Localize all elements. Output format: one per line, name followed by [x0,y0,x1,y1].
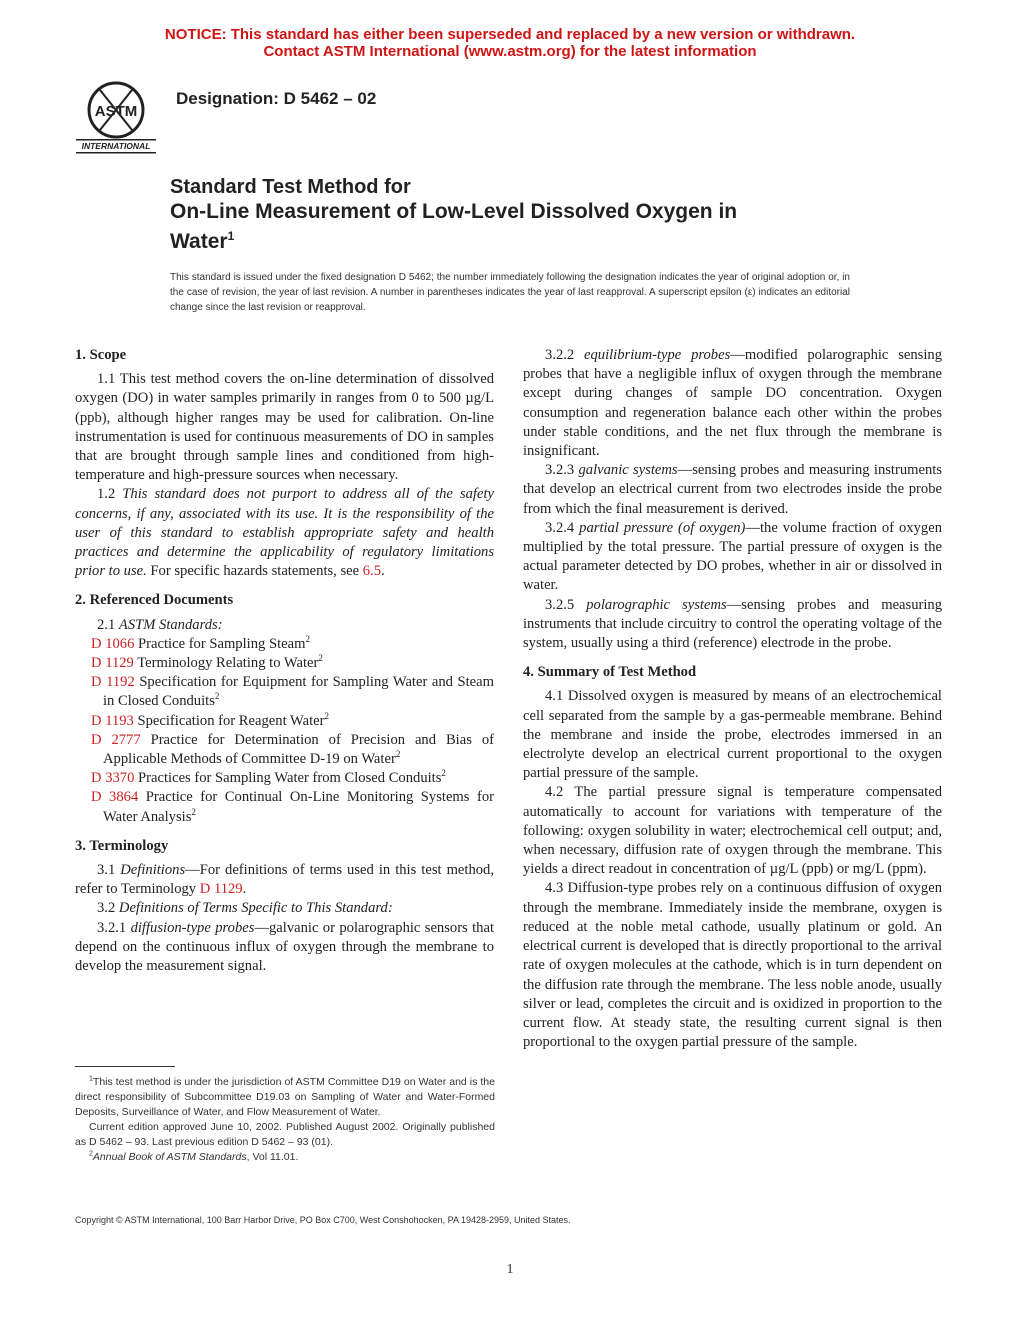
ref-title: Practice for Continual On-Line Monitoring Systems for Water Analysis [103,789,494,825]
footnote-mark: 1 [89,1075,93,1083]
ref-link-d3370[interactable]: D 3370 [91,770,135,787]
para-3-2-2 [523,346,942,461]
para-text: For specific hazards statements, see [150,563,360,580]
ref-item [75,769,494,788]
footnote-mark: 2 [89,1150,93,1158]
para-3-2 [75,899,494,918]
para-italic: Definitions [120,862,186,879]
footnote-italic: Annual Book of ASTM Standards [92,1151,247,1163]
definition: —sensing probes and measuring instruments that develop an electrical current from two electrodes inside the probe from which the final measurement is derived. [523,462,942,517]
designation: Designation: D 5462 – 02 [176,89,377,108]
right-column [523,346,942,1052]
ref-item [75,673,494,711]
term: partial pressure (of oxygen) [579,519,746,536]
ref-item [75,635,494,654]
ref-item [75,712,494,731]
para-number: 2.1 [97,616,116,633]
ref-footnote-mark: 2 [441,768,446,779]
para-3-2-4 [523,519,942,596]
ref-title: Practice for Sampling Steam [138,635,306,652]
left-column [75,346,494,976]
safety-caveat: This standard does not purport to address all of the safety concerns, if any, associated with its use. It is the responsibility of the user of this standard to establish appropriate safety and health practices and determine the applicability of regulatory limitations prior to use. [75,486,494,580]
para-italic: ASTM Standards: [118,616,223,633]
para-number: 3.2.3 [545,462,575,479]
title-line-3-text: Water [170,230,228,253]
para-number: 3.1 [97,862,116,879]
title-footnote-mark: 1 [227,229,235,243]
section-summary-heading: 4. Summary of Test Method [523,664,697,681]
page-number: 1 [506,1262,514,1277]
para-3-2-5 [523,596,942,654]
ref-link-d1193[interactable]: D 1193 [91,712,134,729]
ref-title: Practice for Determination of Precision and Bias of Applicable Methods of Committee D-19 on Water [103,731,494,768]
ref-title: Specification for Reagent Water [137,712,325,729]
ref-footnote-mark: 2 [318,653,323,664]
para-4-1: 4.1 Dissolved oxygen is measured by means of an electrochemical cell separated from the sample by a gas-permeable membrane. Behind the membrane and inside the probe, electrodes immersed in an electrolyte develop an electrical current proportional to the oxygen partial pressure of the sample. [523,688,942,782]
definition: —the volume fraction of oxygen multiplied by the total pressure. The partial pressure of oxygen is the actual parameter detected by DO probes, whether in air or dissolved in water. [523,519,942,594]
title-line-1: Standard Test Method for [170,176,411,198]
para-number: 1.2 [97,486,116,503]
ref-title: Specification for Equipment for Sampling Water and Steam in Closed Conduits [103,674,494,710]
term: diffusion-type probes [130,919,255,936]
section-scope-heading: 1. Scope [75,347,127,363]
term: polarographic systems [586,596,727,613]
logo-word: INTERNATIONAL [81,141,151,151]
para-text: —For definitions of terms used in this test method, refer to Terminology [75,862,494,898]
para-4-3: 4.3 Diffusion-type probes rely on a continuous diffusion of oxygen through the membrane. Immediately inside the membrane, oxygen is reduced at the noble metal cathode, usually platinum or gold. An electrical current is developed that is directly proportional to the arrival rate of oxygen molecules at the cathode, which is in turn dependent on the diffusion rate through the membrane. The less noble anode, usually silver or lead, completes the circuit and is oxidized in proportion to the current flow. At steady state, the resulting current signal is then proportional to the oxygen partial pressure of the sample. [523,880,942,1051]
para-1-2: 1.2 This standard does not purport to address all of the safety concerns, if any, associated with its use. It is the responsibility of the user of this standard to establish appropriate safety and health practices and determine the applicability of regulatory limitations prior to use. For specific hazards statements, see 6.5. [75,486,494,580]
footnotes [75,1075,495,1165]
para-number: 3.2.5 [545,596,575,613]
link-6-5[interactable]: 6.5 [362,563,382,580]
para-1-1: 1.1 This test method covers the on-line determination of dissolved oxygen (DO) in water samples primarily in ranges from 0 to 500 µg/L (ppb), although higher ranges may be used for calibration. On-line instrumentation is used for continuous measurements of DO in samples that are brought through sample lines and conditioned from high-temperature and high-pressure sources when necessary. [75,371,494,484]
ref-footnote-mark: 2 [324,710,329,721]
para-number: 3.2.1 [97,919,127,936]
ref-item [75,788,494,826]
notice-line-2: Contact ASTM International (www.astm.org) for the latest information [263,43,757,60]
ref-title: Practices for Sampling Water from Closed Conduits [138,770,442,787]
ref-link-d3864[interactable]: D 3864 [91,789,139,806]
footnote-text: This test method is under the jurisdiction of ASTM Committee D19 on Water and is the direct responsibility of Subcommittee D19.03 on Sampling of Water and Water-Formed Deposits, Surveillance of Water, and Flow Measurement of Water. [75,1076,495,1118]
ref-link-d1066[interactable]: D 1066 [91,635,135,652]
ref-footnote-mark: 2 [395,749,401,760]
footnote-2 [75,1150,495,1165]
para-3-2-3 [523,461,942,519]
ref-footnote-mark: 2 [191,806,196,817]
section-referenced-documents-heading: 2. Referenced Documents [75,592,234,609]
notice-banner [0,26,1020,60]
para-4-2: 4.2 The partial pressure signal is temperature compensated automatically to account for variations with temperature of the following: oxygen solubility in water; electrochemical cell output; and, when necessary, diffusion rate of oxygen through the membrane. This yields a direct readout in concentration of µg/L (ppb) or mg/L (ppm). [523,784,942,878]
ref-item [75,654,494,673]
definition: —sensing probes and measuring instruments that include circuitry to control the operating voltage of the system, usually using a third (reference) electrode in the probe. [523,596,943,652]
para-number: 3.2.4 [545,519,575,536]
ref-item [75,731,494,769]
para-2-1 [75,616,494,635]
para-number: 3.2.2 [545,347,575,363]
logo-letters: ASTM [94,103,138,120]
footnote-1 [75,1075,495,1120]
ref-link-d1192[interactable]: D 1192 [91,674,135,691]
ref-link-d2777[interactable]: D 2777 [91,731,141,748]
link-d1129[interactable]: D 1129 [199,881,243,898]
ref-footnote-mark: 2 [214,691,220,702]
para-3-2-1 [75,919,494,977]
definition: —modified polarographic sensing probes that have a negligible influx of oxygen through the membrane except during changes of sample DO concentration. Oxygen consumption and regeneration balance each other within the probes under stable conditions, and the net flux through the membrane is insignificant. [523,347,942,460]
astm-logo [70,76,162,156]
ref-title: Terminology Relating to Water [137,655,319,672]
footnote-divider [75,1066,175,1067]
title-line-3 [170,224,890,254]
notice-line-1: NOTICE: This standard has either been superseded and replaced by a new version or withdrawn. [164,26,856,43]
document-title [170,175,890,254]
footnote-text: , Vol 11.01. [246,1151,299,1163]
term: galvanic systems [578,462,678,479]
term: equilibrium-type probes [584,347,731,363]
para-italic: Definitions of Terms Specific to This Standard: [118,900,393,917]
para-number: 3.2 [97,900,116,917]
ref-link-d1129[interactable]: D 1129 [91,655,134,672]
footnote-1-edition: Current edition approved June 10, 2002. Published August 2002. Originally published as D 5462 – 93. Last previous edition D 5462 – 93 (01). [75,1121,495,1148]
title-line-2: On-Line Measurement of Low-Level Dissolved Oxygen in [170,200,738,223]
section-terminology-heading: 3. Terminology [75,837,169,854]
copyright: Copyright © ASTM International, 100 Barr Harbor Drive, PO Box C700, West Conshohocken, PA 19428-2959, United States. [75,1215,571,1225]
ref-footnote-mark: 2 [305,633,310,644]
definition: —galvanic or polarographic sensors that depend on the continuous influx of oxygen through the membrane to develop the measurement signal. [75,919,495,975]
para-3-1: 3.1 Definitions—For definitions of terms used in this test method, refer to Terminology D 1129. [75,862,494,898]
issuance-statement: This standard is issued under the fixed designation D 5462; the number immediately following the designation indicates the year of original adoption or, in the case of revision, the year of last revision. A number in parentheses indicates the year of last reapproval. A superscript epsilon (ε) indicates an editorial change since the last revision or reapproval. [170,272,850,313]
